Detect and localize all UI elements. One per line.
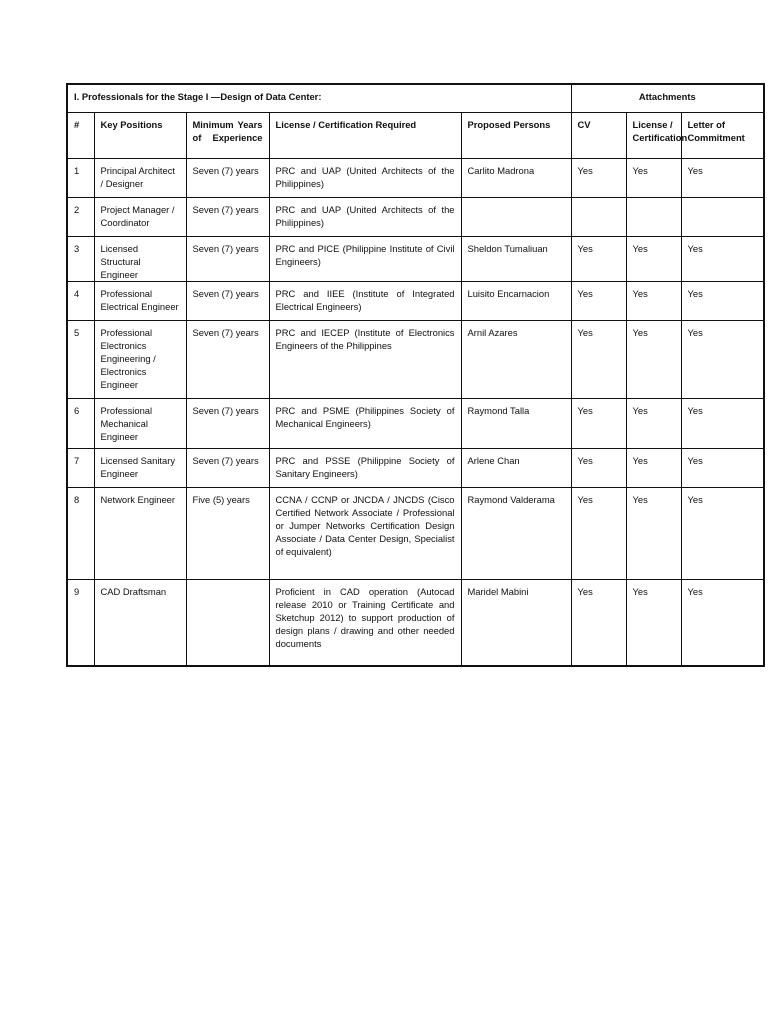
letter-commitment-attachment [681,198,764,237]
letter-commitment-attachment: Yes [681,321,764,399]
letter-commitment-attachment: Yes [681,159,764,198]
cv-attachment: Yes [571,321,626,399]
header-proposed-persons: Proposed Persons [461,113,571,159]
license-cert-attachment: Yes [626,237,681,282]
proposed-person: Sheldon Tumaliuan [461,237,571,282]
letter-commitment-attachment: Yes [681,282,764,321]
license-required: PRC and UAP (United Architects of the Philippines) [269,198,461,237]
min-experience: Seven (7) years [186,237,269,282]
key-position: Licensed Sanitary Engineer [94,449,186,488]
table-row [67,399,764,449]
table-row [67,321,764,399]
cv-attachment: Yes [571,399,626,449]
min-experience: Seven (7) years [186,321,269,399]
header-min-experience: Minimum Years of Experience [186,113,269,159]
header-cv: CV [571,113,626,159]
letter-commitment-attachment: Yes [681,237,764,282]
row-number: 8 [67,488,94,580]
license-required: PRC and UAP (United Architects of the Philippines) [269,159,461,198]
row-number: 6 [67,399,94,449]
row-number: 7 [67,449,94,488]
row-number: 2 [67,198,94,237]
table-row [67,282,764,321]
min-experience: Seven (7) years [186,282,269,321]
cv-attachment [571,198,626,237]
table-row [67,580,764,667]
header-num: # [67,113,94,159]
section-title: I. Professionals for the Stage I —Design of Data Center: [67,84,571,113]
license-cert-attachment: Yes [626,159,681,198]
min-experience: Seven (7) years [186,198,269,237]
row-number: 9 [67,580,94,667]
min-experience: Seven (7) years [186,159,269,198]
row-number: 4 [67,282,94,321]
proposed-person: Arnil Azares [461,321,571,399]
license-cert-attachment: Yes [626,488,681,580]
header-license-required: License / Certification Required [269,113,461,159]
cv-attachment: Yes [571,580,626,667]
license-required: PRC and IIEE (Institute of Integrated Electrical Engineers) [269,282,461,321]
key-position: Licensed Structural Engineer [94,237,186,282]
proposed-person: Luisito Encarnacion [461,282,571,321]
cv-attachment: Yes [571,237,626,282]
attachments-header: Attachments [571,84,764,113]
proposed-person [461,198,571,237]
license-cert-attachment: Yes [626,449,681,488]
header-license-cert: License / Certification [626,113,681,159]
table-row [67,159,764,198]
key-position: CAD Draftsman [94,580,186,667]
cv-attachment: Yes [571,159,626,198]
letter-commitment-attachment: Yes [681,399,764,449]
key-position: Principal Architect / Designer [94,159,186,198]
key-position: Professional Mechanical Engineer [94,399,186,449]
row-number: 5 [67,321,94,399]
license-cert-attachment: Yes [626,282,681,321]
min-experience: Five (5) years [186,488,269,580]
license-required: PRC and PICE (Philippine Institute of Civil Engineers) [269,237,461,282]
license-cert-attachment: Yes [626,399,681,449]
proposed-person: Raymond Valderama [461,488,571,580]
cv-attachment: Yes [571,282,626,321]
table-row [67,449,764,488]
min-experience: Seven (7) years [186,449,269,488]
row-number: 3 [67,237,94,282]
table-row [67,237,764,282]
license-required: CCNA / CCNP or JNCDA / JNCDS (Cisco Certified Network Associate / Professional or Jumper Networks Certification Design Associate / Data Center Design, Specialist of equivalent) [269,488,461,580]
section-title-row [67,84,764,113]
column-header-row [67,113,764,159]
cv-attachment: Yes [571,488,626,580]
letter-commitment-attachment: Yes [681,580,764,667]
cv-attachment: Yes [571,449,626,488]
table-row [67,198,764,237]
license-cert-attachment [626,198,681,237]
min-experience: Seven (7) years [186,399,269,449]
header-letter-commitment: Letter of Commitment [681,113,764,159]
proposed-person: Carlito Madrona [461,159,571,198]
license-required: Proficient in CAD operation (Autocad release 2010 or Training Certificate and Sketchup 2012) to support production of design plans / drawing and other needed documents [269,580,461,667]
proposed-person: Arlene Chan [461,449,571,488]
license-cert-attachment: Yes [626,580,681,667]
header-key-positions: Key Positions [94,113,186,159]
key-position: Network Engineer [94,488,186,580]
min-experience [186,580,269,667]
key-position: Project Manager / Coordinator [94,198,186,237]
row-number: 1 [67,159,94,198]
proposed-person: Maridel Mabini [461,580,571,667]
key-position: Professional Electronics Engineering / Electronics Engineer [94,321,186,399]
professionals-table [66,83,765,667]
letter-commitment-attachment: Yes [681,488,764,580]
key-position: Professional Electrical Engineer [94,282,186,321]
license-required: PRC and PSME (Philippines Society of Mechanical Engineers) [269,399,461,449]
license-cert-attachment: Yes [626,321,681,399]
license-required: PRC and PSSE (Philippine Society of Sanitary Engineers) [269,449,461,488]
license-required: PRC and IECEP (Institute of Electronics Engineers of the Philippines [269,321,461,399]
table-row [67,488,764,580]
letter-commitment-attachment: Yes [681,449,764,488]
proposed-person: Raymond Talla [461,399,571,449]
